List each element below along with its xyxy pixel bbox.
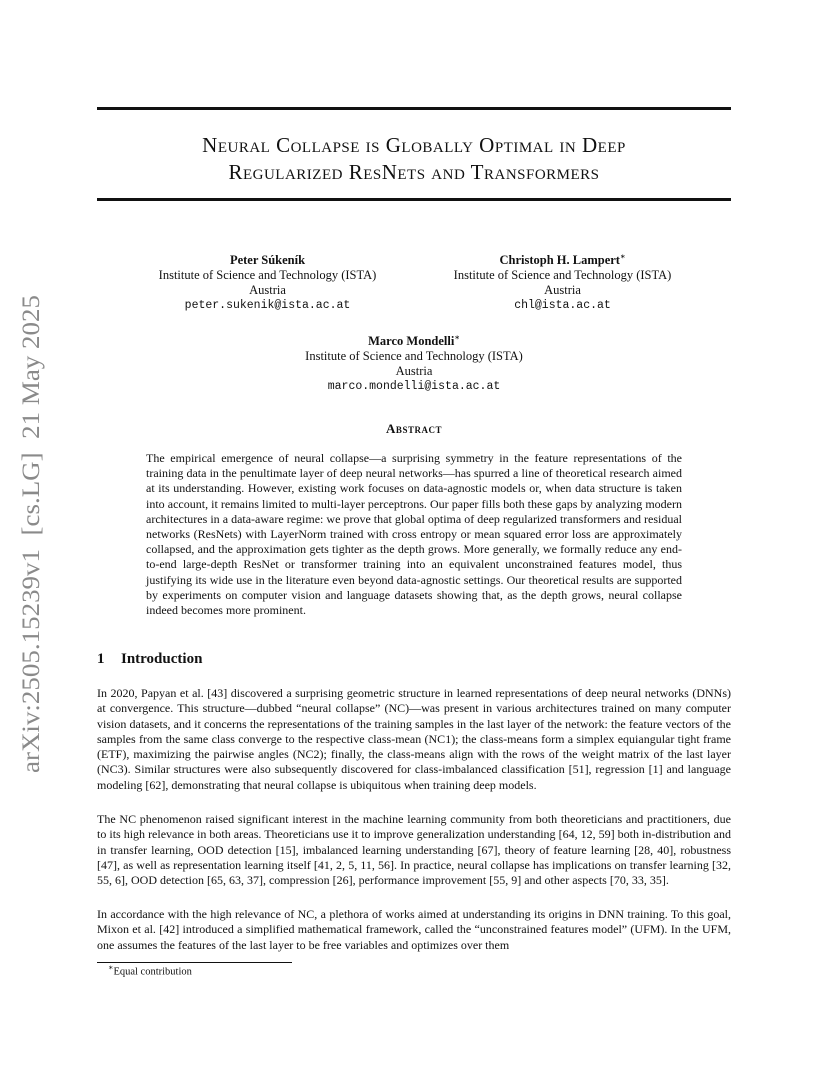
author-email[interactable]: peter.sukenik@ista.ac.at [184, 299, 351, 313]
title-rule-bottom [97, 198, 731, 201]
abstract-text: The empirical emergence of neural collapse—a surprising symmetry in the feature representations of the training data in the penultimate layer of deep neural networks—has spurred a line of theoretical research aimed at its understanding. However, existing work focuses on data-agnostic models or, when data structure is taken into account, it remains limited to multi-layer perceptrons. Our paper fills both these gaps by analyzing modern architectures in a data-aware regime: we prove that global optima of deep regularized transformers and residual networks (ResNets) with LayerNorm trained with cross entropy or mean squared error loss are approximately collapsed, and the approximation gets tighter as the depth grows. More generally, we formally reduce any end-to-end large-depth ResNet or transformer training into an equivalent unconstrained features model, thus justifying its wide use in the literature even beyond data-agnostic settings. Our theoretical results are supported by experiments on computer vision and language datasets showing that, as the depth grows, neural collapse indeed becomes more prominent. [146, 451, 682, 618]
author-name: Christoph H. Lampert∗ [499, 252, 626, 268]
footnote-text: Equal contribution [113, 966, 192, 978]
footnote-mark: ∗ [108, 963, 114, 972]
arxiv-stamp [14, 295, 46, 775]
author-affiliation: Institute of Science and Technology (ISTA) [158, 268, 377, 283]
section-heading [97, 651, 202, 668]
footnote [108, 963, 192, 978]
section-title: Introduction [121, 651, 203, 667]
author-email[interactable]: marco.mondelli@ista.ac.at [327, 380, 501, 394]
title-rule-top [97, 107, 731, 110]
section-number: 1 [97, 651, 105, 667]
author-country: Austria [544, 283, 581, 298]
body-paragraph: The NC phenomenon raised significant interest in the machine learning community from both theoreticians and practitioners, due to its high relevance in both areas. Theoreticians use it to improve generalization understanding [64, 12, 59] both in-distribution and in transfer learning, OOD detection [15], imbalanced learning understanding [67], theory of feature learning [28, 40], robustness [47], as well as representation learning itself [41, 2, 5, 11, 56]. In practice, neural collapse has implications on transfer learning [32, 55, 6], OOD detection [65, 63, 37], compression [26], performance improvement [55, 9] and other aspects [70, 33, 35]. [97, 812, 731, 888]
paper-title-line-2: Regularized ResNets and Transformers [228, 160, 600, 184]
body-paragraph: In 2020, Papyan et al. [43] discovered a surprising geometric structure in learned representations of deep neural networks (DNNs) at convergence. This structure—dubbed “neural collapse” (NC)—was present in various architectures trained on many computer vision datasets, and it concerns the representations of the training samples in the last layer of the network: the feature vectors of the samples from the same class converge to the respective class-mean (NC1); the class-means form a simplex equiangular tight frame (ETF), maximizing the pairwise angles (NC2); finally, the class-means align with the rows of the weight matrix of the last layer (NC3). Similar structures were also subsequently discovered for class-imbalanced classification [51], regression [1] and language modeling [62], demonstrating that neural collapse is ubiquitous when training deep models. [97, 686, 731, 792]
author-block [284, 330, 544, 394]
author-country: Austria [249, 283, 286, 298]
body-paragraph: In accordance with the high relevance of NC, a plethora of works aimed at understanding its origins in DNN training. To this goal, Mixon et al. [42] introduced a simplified mathematical framework, called the “unconstrained features model” (UFM). In the UFM, one assumes the features of the last layer to be free variables and optimizes over them [97, 907, 731, 952]
abstract-heading: Abstract [386, 421, 442, 436]
author-affiliation: Institute of Science and Technology (ISTA) [305, 349, 523, 364]
author-email[interactable]: chl@ista.ac.at [514, 299, 611, 313]
author-block [140, 249, 395, 313]
paper-title-line-1: Neural Collapse is Globally Optimal in Deep [202, 133, 626, 157]
author-name: Peter Súkeník [229, 253, 306, 268]
author-affiliation: Institute of Science and Technology (ISTA) [453, 268, 672, 283]
arxiv-stamp-text: arXiv:2505.15239v1 [cs.LG] 21 May 2025 [16, 321, 45, 773]
author-country: Austria [395, 364, 433, 379]
author-block [435, 249, 690, 313]
author-name: Marco Mondelli∗ [368, 333, 460, 349]
